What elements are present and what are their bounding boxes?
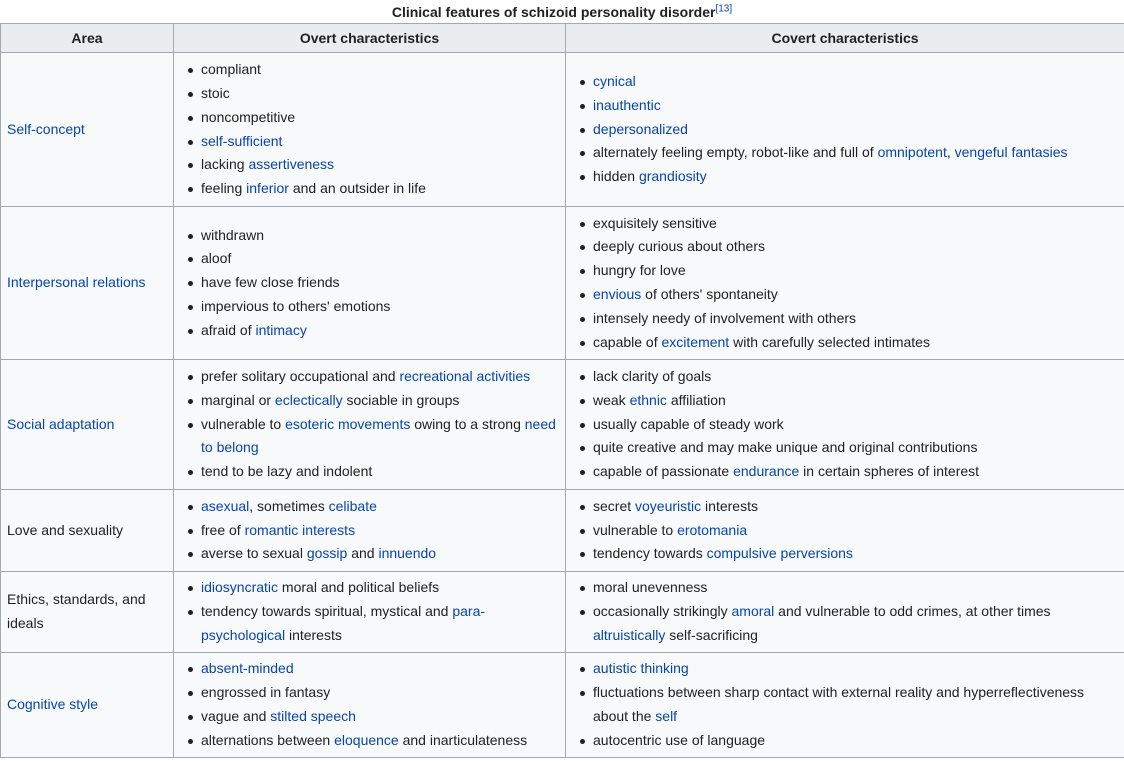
item-text: feeling <box>201 180 247 197</box>
item-text: usually capable of steady work <box>593 415 784 432</box>
wiki-link[interactable]: amoral <box>731 603 775 620</box>
wiki-link[interactable]: cynical <box>593 73 636 89</box>
item-text: self-sacrificing <box>665 626 758 643</box>
item-text: autocentric use of language <box>593 731 766 748</box>
list-item <box>593 436 1118 460</box>
list-item <box>201 729 559 753</box>
list-item <box>201 177 559 201</box>
list-item <box>201 460 559 484</box>
list-item <box>201 389 559 413</box>
list-item <box>593 460 1118 484</box>
area-label[interactable]: Interpersonal relations <box>7 274 146 291</box>
overt-cell <box>174 490 566 572</box>
list-item <box>593 576 1118 600</box>
list-item <box>201 657 559 681</box>
area-cell <box>1 360 174 490</box>
item-text: aloof <box>201 250 232 267</box>
reference-link[interactable]: [13] <box>715 3 733 15</box>
item-text: , <box>946 144 955 161</box>
item-text: alternations between <box>201 731 335 748</box>
list-item <box>201 130 559 154</box>
list-item <box>593 542 1118 566</box>
item-text: fluctuations between sharp contact with external reality and hyperreflectiveness about the <box>593 684 1085 724</box>
header-row <box>1 24 1124 53</box>
item-text: afraid of <box>201 321 256 338</box>
overt-cell <box>174 207 566 360</box>
item-text: hidden <box>593 168 639 185</box>
table-row <box>1 360 1124 490</box>
covert-cell <box>566 360 1124 490</box>
list-item <box>593 235 1118 259</box>
wiki-link[interactable]: romantic interests <box>244 521 356 538</box>
list-item <box>593 495 1118 519</box>
list-item <box>593 283 1118 307</box>
item-text: lacking <box>201 156 249 173</box>
wiki-link[interactable]: envious <box>593 286 642 302</box>
table-row <box>1 490 1124 572</box>
list-item <box>593 331 1118 355</box>
list-item <box>201 295 559 319</box>
wiki-link[interactable]: asexual <box>201 497 250 514</box>
wiki-link[interactable]: grandiosity <box>638 168 707 185</box>
table-row <box>1 207 1124 360</box>
item-text: alternately feeling empty, robot-like and full of <box>593 144 878 161</box>
overt-cell <box>174 53 566 207</box>
item-text: vulnerable to <box>201 415 286 432</box>
header-area: Area <box>1 24 174 53</box>
list-item <box>593 365 1118 389</box>
wiki-link[interactable]: omnipotent <box>877 144 947 161</box>
list-item <box>593 389 1118 413</box>
list-item <box>593 141 1118 165</box>
area-cell <box>1 653 174 758</box>
overt-cell <box>174 572 566 653</box>
item-text: moral and political beliefs <box>278 579 440 596</box>
list-item <box>593 94 1118 118</box>
item-text: marginal or <box>201 391 275 408</box>
overt-cell <box>174 360 566 490</box>
item-text: secret <box>593 497 636 514</box>
caption-title: Clinical features of schizoid personality disorder <box>391 4 716 20</box>
list-item <box>201 82 559 106</box>
wiki-link[interactable]: celibate <box>328 497 377 514</box>
area-cell <box>1 207 174 360</box>
item-text: tendency towards spiritual, mystical and <box>201 603 453 620</box>
item-text: vague and <box>201 708 271 724</box>
wiki-link[interactable]: gossip <box>306 545 348 562</box>
wiki-link[interactable]: stilted speech <box>270 708 356 724</box>
item-text: stoic <box>201 84 230 101</box>
table-row <box>1 53 1124 207</box>
overt-cell <box>174 653 566 758</box>
item-text: and vulnerable to odd crimes, at other times <box>774 603 1051 620</box>
item-text: capable of <box>593 333 662 350</box>
wiki-link[interactable]: erotomania <box>677 521 748 538</box>
covert-cell <box>566 53 1124 207</box>
item-text: quite creative and may make unique and original contributions <box>593 439 978 456</box>
wiki-link[interactable]: vengeful fantasies <box>954 144 1068 161</box>
area-label: Ethics, standards, and ideals <box>7 591 146 631</box>
item-text: prefer solitary occupational and <box>201 368 400 384</box>
list-item <box>201 153 559 177</box>
overt-list <box>180 365 559 484</box>
wiki-link[interactable]: intimacy <box>255 321 307 338</box>
wiki-link[interactable]: idiosyncratic <box>201 579 279 596</box>
list-item <box>201 413 559 461</box>
wiki-link[interactable]: excitement <box>661 333 730 350</box>
item-text: and an outsider in life <box>288 180 426 197</box>
item-text: deeply curious about others <box>593 238 765 255</box>
covert-cell <box>566 653 1124 758</box>
wiki-link[interactable]: altruistically <box>593 626 666 643</box>
item-text: engrossed in fantasy <box>201 684 331 701</box>
item-text: exquisitely sensitive <box>593 214 717 231</box>
item-text: noncompetitive <box>201 108 296 125</box>
wiki-link[interactable]: assertiveness <box>248 156 335 173</box>
list-item <box>593 681 1118 729</box>
item-text: hungry for love <box>593 262 686 279</box>
overt-list <box>180 657 559 752</box>
wiki-link[interactable]: ethnic <box>629 391 667 408</box>
item-text: averse to sexual <box>201 545 307 562</box>
item-text: tendency towards <box>593 545 707 562</box>
item-text: interests <box>285 626 342 643</box>
area-cell <box>1 490 174 572</box>
covert-cell <box>566 207 1124 360</box>
item-text: weak <box>593 391 630 408</box>
list-item <box>593 413 1118 437</box>
wiki-link[interactable]: inauthentic <box>593 96 661 113</box>
list-item <box>593 259 1118 283</box>
item-text: free of <box>201 521 245 538</box>
item-text: impervious to others' emotions <box>201 297 391 314</box>
list-item <box>201 705 559 729</box>
list-item <box>201 519 559 543</box>
list-item <box>201 224 559 248</box>
wiki-link[interactable]: depersonalized <box>593 120 688 137</box>
item-text: have few close friends <box>201 274 340 291</box>
caption-reference[interactable] <box>715 3 732 14</box>
list-item <box>201 271 559 295</box>
covert-list <box>572 657 1118 752</box>
covert-list <box>572 576 1118 647</box>
wiki-link[interactable]: esoteric movements <box>285 415 411 432</box>
list-item <box>201 319 559 343</box>
wiki-link[interactable]: voyeuristic <box>635 497 702 514</box>
item-text: in certain spheres of interest <box>799 463 980 480</box>
item-text: affiliation <box>666 391 726 408</box>
list-item <box>201 58 559 82</box>
list-item <box>201 106 559 130</box>
list-item <box>593 600 1118 648</box>
wiki-link[interactable]: recreational activities <box>399 368 531 384</box>
list-item <box>593 212 1118 236</box>
list-item <box>201 365 559 389</box>
covert-cell <box>566 490 1124 572</box>
item-text: vulnerable to <box>593 521 678 538</box>
wiki-link[interactable]: inferior <box>246 180 289 197</box>
item-text: lack clarity of goals <box>593 368 712 384</box>
item-text: compliant <box>201 61 261 78</box>
item-text: interests <box>701 497 758 514</box>
item-text: with carefully selected intimates <box>729 333 930 350</box>
overt-list <box>180 576 559 647</box>
list-item <box>201 576 559 600</box>
item-text: sociable in groups <box>342 391 460 408</box>
list-item <box>593 307 1118 331</box>
item-text: of others' spontaneity <box>641 286 778 302</box>
wiki-link[interactable]: endurance <box>733 463 800 480</box>
wiki-link[interactable]: absent-minded <box>201 660 294 677</box>
wiki-link[interactable]: autistic thinking <box>593 660 689 677</box>
list-item <box>201 542 559 566</box>
item-text: intensely needy of involvement with others <box>593 309 857 326</box>
item-text: , sometimes <box>249 497 329 514</box>
item-text: tend to be lazy and indolent <box>201 463 373 480</box>
header-covert: Covert characteristics <box>566 24 1124 53</box>
table-caption <box>0 0 1124 23</box>
wiki-link[interactable]: eloquence <box>334 731 399 748</box>
list-item <box>201 247 559 271</box>
area-label: Love and sexuality <box>7 521 123 538</box>
covert-list <box>572 495 1118 566</box>
list-item <box>593 519 1118 543</box>
list-item <box>593 165 1118 189</box>
wiki-link[interactable]: need to belong <box>201 415 556 456</box>
item-text: occasionally strikingly <box>593 603 732 620</box>
area-label[interactable]: Self-concept <box>7 120 85 137</box>
area-label[interactable]: Social adaptation <box>7 415 115 432</box>
wiki-link[interactable]: innuendo <box>378 545 437 562</box>
item-text: and <box>347 545 379 562</box>
area-label[interactable]: Cognitive style <box>7 696 99 713</box>
features-table <box>0 23 1124 758</box>
list-item <box>593 70 1118 94</box>
list-item <box>201 600 559 648</box>
item-text: capable of passionate <box>593 463 734 480</box>
area-cell <box>1 572 174 653</box>
overt-list <box>180 58 559 201</box>
wiki-link[interactable]: para-psychological <box>201 603 486 643</box>
list-item <box>593 118 1118 142</box>
overt-list <box>180 224 559 343</box>
wiki-link[interactable]: eclectically <box>274 391 343 408</box>
table-row <box>1 653 1124 758</box>
covert-list <box>572 365 1118 484</box>
item-text: and inarticulateness <box>398 731 528 748</box>
list-item <box>593 657 1118 681</box>
item-text: owing to a strong <box>410 415 525 432</box>
covert-cell <box>566 572 1124 653</box>
wiki-link[interactable]: self-sufficient <box>201 132 283 149</box>
wiki-link[interactable]: compulsive perversions <box>706 545 853 562</box>
covert-list <box>572 70 1118 189</box>
list-item <box>593 729 1118 753</box>
wiki-link[interactable]: self <box>655 708 678 724</box>
list-item <box>201 681 559 705</box>
overt-list <box>180 495 559 566</box>
area-cell <box>1 53 174 207</box>
table-row <box>1 572 1124 653</box>
list-item <box>201 495 559 519</box>
item-text: moral unevenness <box>593 579 708 596</box>
item-text: withdrawn <box>201 226 265 243</box>
covert-list <box>572 212 1118 355</box>
header-overt: Overt characteristics <box>174 24 566 53</box>
